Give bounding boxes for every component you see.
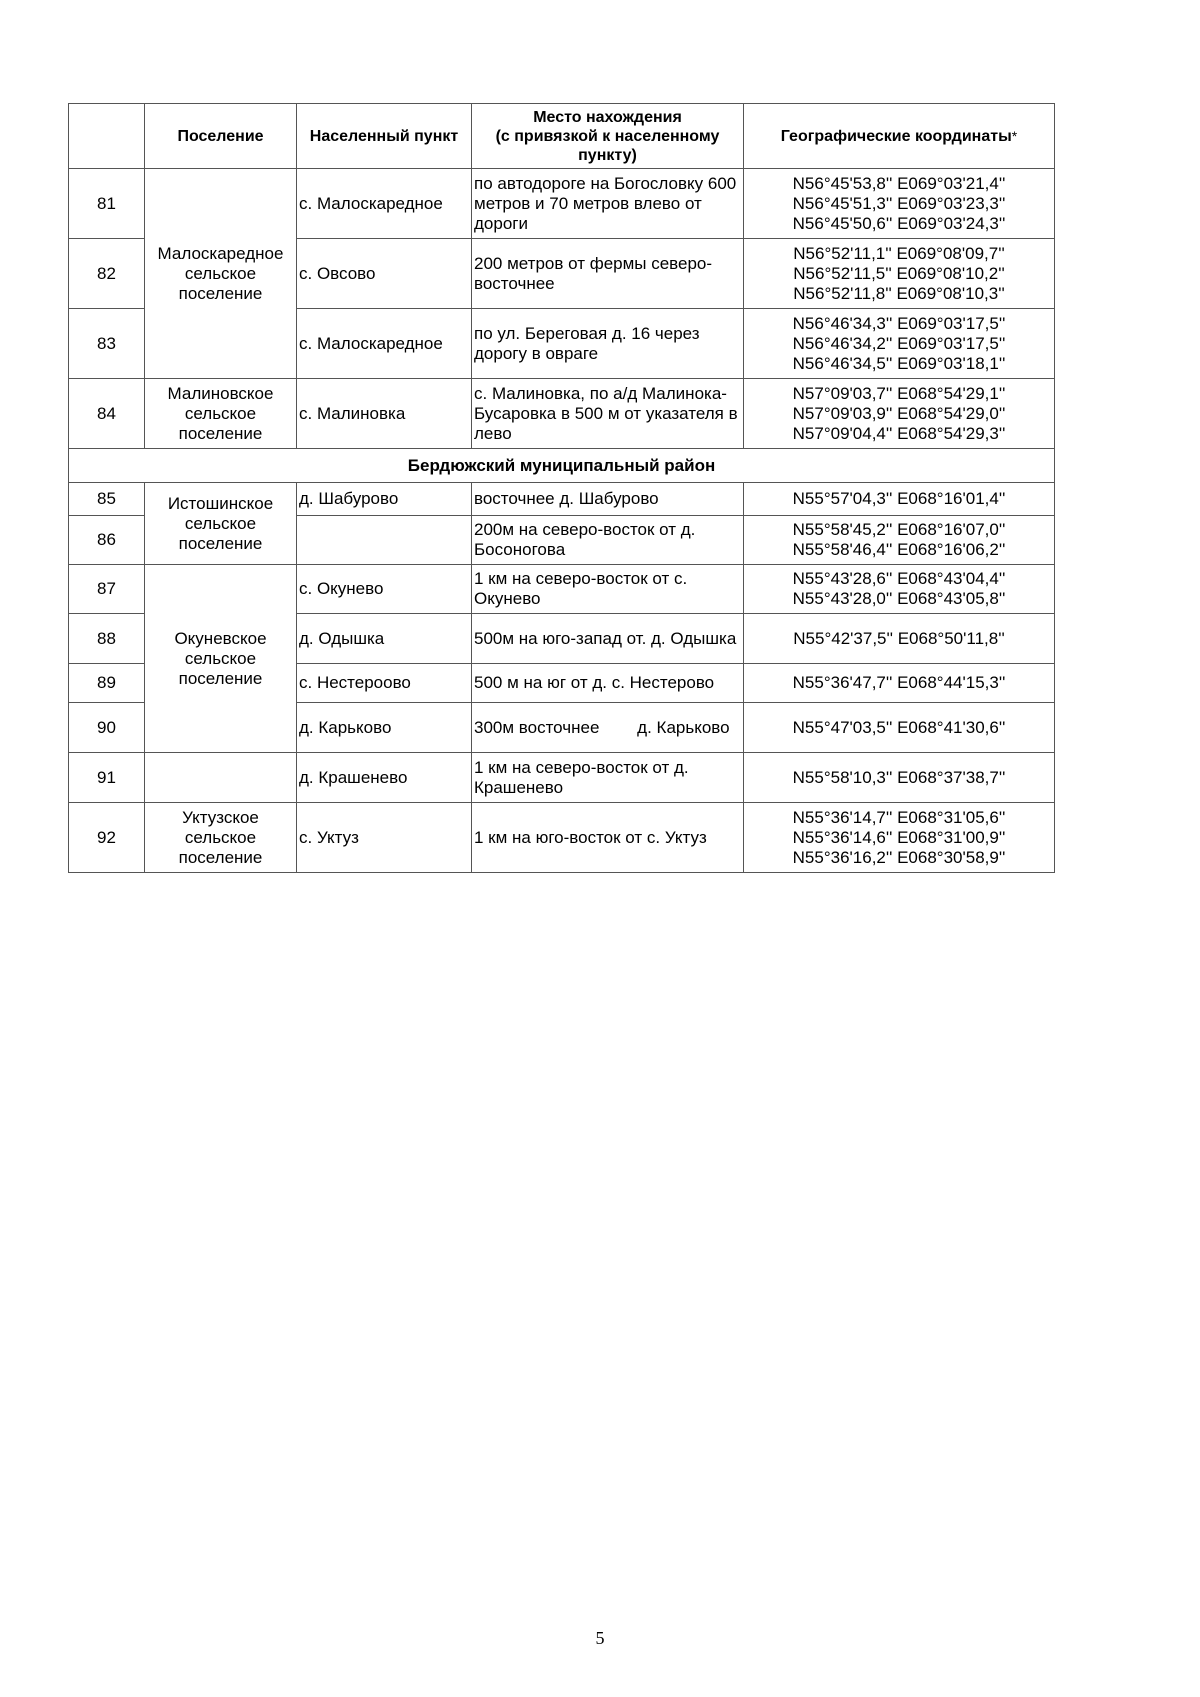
- row-num: 82: [69, 239, 145, 309]
- location-cell: 200м на северо-восток от д. Босоногова: [472, 516, 744, 565]
- place-cell: с. Малоскаредное: [297, 309, 472, 379]
- place-cell: д. Шабурово: [297, 483, 472, 516]
- coords-cell: N55°36'14,7'' E068°31'05,6'' N55°36'14,6'' E068°31'00,9'' N55°36'16,2'' E068°30'58,9'': [744, 803, 1055, 873]
- table-row: [69, 565, 1055, 614]
- table-row: [69, 803, 1055, 873]
- place-cell: с. Нестероово: [297, 664, 472, 703]
- location-cell: по автодороге на Богословку 600 метров и 70 метров влево от дороги: [472, 169, 744, 239]
- location-cell: 1 км на юго-восток от с. Уктуз: [472, 803, 744, 873]
- location-cell: восточнее д. Шабурово: [472, 483, 744, 516]
- section-title: Бердюжский муниципальный район: [69, 449, 1055, 483]
- coords-cell: N56°46'34,3'' E069°03'17,5'' N56°46'34,2'' E069°03'17,5'' N56°46'34,5'' E069°03'18,1'': [744, 309, 1055, 379]
- page-number: 5: [595, 1628, 605, 1648]
- location-cell: 1 км на северо-восток от д. Крашенево: [472, 753, 744, 803]
- sites-table: [68, 103, 1055, 873]
- settlement-cell: Малиновское сельское поселение: [145, 379, 297, 449]
- location-cell: 1 км на северо-восток от с. Окунево: [472, 565, 744, 614]
- table-row: [69, 483, 1055, 516]
- place-cell: с. Уктуз: [297, 803, 472, 873]
- place-cell: с. Малоскаредное: [297, 169, 472, 239]
- coords-cell: N56°52'11,1'' E069°08'09,7'' N56°52'11,5'' E069°08'10,2'' N56°52'11,8'' E069°08'10,3'': [744, 239, 1055, 309]
- location-cell: 500 м на юг от д. с. Нестерово: [472, 664, 744, 703]
- table-row: [69, 753, 1055, 803]
- location-cell: 500м на юго-запад от. д. Одышка: [472, 614, 744, 664]
- table-row: [69, 169, 1055, 239]
- settlement-cell: [145, 753, 297, 803]
- table-header-row: [69, 104, 1055, 169]
- header-coords: Географические координаты*: [744, 104, 1055, 169]
- row-num: 81: [69, 169, 145, 239]
- row-num: 86: [69, 516, 145, 565]
- footnote-mark: *: [1011, 127, 1018, 144]
- place-cell: с. Овсово: [297, 239, 472, 309]
- coords-cell: N55°57'04,3'' E068°16'01,4'': [744, 483, 1055, 516]
- coords-cell: N55°43'28,6'' E068°43'04,4'' N55°43'28,0'' E068°43'05,8'': [744, 565, 1055, 614]
- coords-cell: N55°58'45,2'' E068°16'07,0'' N55°58'46,4'' E068°16'06,2'': [744, 516, 1055, 565]
- coords-cell: N57°09'03,7'' E068°54'29,1'' N57°09'03,9'' E068°54'29,0'' N57°09'04,4'' E068°54'29,3'': [744, 379, 1055, 449]
- place-cell: [297, 516, 472, 565]
- header-settlement: Поселение: [145, 104, 297, 169]
- header-num: [69, 104, 145, 169]
- settlement-cell: Окуневское сельское поселение: [145, 565, 297, 753]
- row-num: 90: [69, 703, 145, 753]
- location-cell: с. Малиновка, по а/д Малинока-Бусаровка в 500 м от указателя в лево: [472, 379, 744, 449]
- coords-cell: N55°47'03,5'' E068°41'30,6'': [744, 703, 1055, 753]
- place-cell: с. Окунево: [297, 565, 472, 614]
- header-location: Место нахождения (с привязкой к населенному пункту): [472, 104, 744, 169]
- row-num: 91: [69, 753, 145, 803]
- row-num: 89: [69, 664, 145, 703]
- coords-cell: N55°42'37,5'' E068°50'11,8'': [744, 614, 1055, 664]
- row-num: 84: [69, 379, 145, 449]
- coords-cell: N56°45'53,8'' E069°03'21,4'' N56°45'51,3'' E069°03'23,3'' N56°45'50,6'' E069°03'24,3'': [744, 169, 1055, 239]
- section-row: [69, 449, 1055, 483]
- place-cell: д. Одышка: [297, 614, 472, 664]
- row-num: 88: [69, 614, 145, 664]
- row-num: 92: [69, 803, 145, 873]
- coords-cell: N55°58'10,3'' E068°37'38,7'': [744, 753, 1055, 803]
- row-num: 85: [69, 483, 145, 516]
- row-num: 87: [69, 565, 145, 614]
- place-cell: с. Малиновка: [297, 379, 472, 449]
- row-num: 83: [69, 309, 145, 379]
- location-cell: 200 метров от фермы северо-восточнее: [472, 239, 744, 309]
- place-cell: д. Крашенево: [297, 753, 472, 803]
- settlement-cell: Малоскаредное сельское поселение: [145, 169, 297, 379]
- place-cell: д. Карьково: [297, 703, 472, 753]
- settlement-cell: Истошинское сельское поселение: [145, 483, 297, 565]
- location-cell: 300м восточнее д. Карьково: [472, 703, 744, 753]
- table-row: [69, 379, 1055, 449]
- header-place: Населенный пункт: [297, 104, 472, 169]
- location-cell: по ул. Береговая д. 16 через дорогу в овраге: [472, 309, 744, 379]
- coords-cell: N55°36'47,7'' E068°44'15,3'': [744, 664, 1055, 703]
- settlement-cell: Уктузское сельское поселение: [145, 803, 297, 873]
